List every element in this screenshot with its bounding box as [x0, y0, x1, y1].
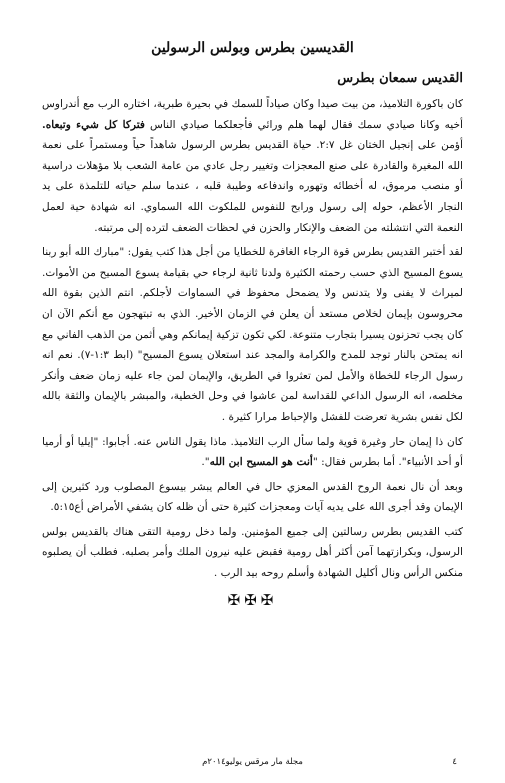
paragraph-3-text-a: كان ذا إيمان حار وغيرة قوية ولما سأل الرب التلاميذ. ماذا يقول الناس عنه. أجابوا: "إيليا أو أرميا أو أحد الأنبياء". أما بطرس فقال: ": [42, 435, 463, 469]
page-number: ٤: [452, 757, 457, 767]
paragraph-3: [42, 432, 463, 473]
paragraph-1-text-a: كان باكورة التلاميذ، من بيت صيدا وكان صياداً للسمك في بحيرة طبرية، اختاره الرب مع أندراوس أخيه وكانا صيادي سمك فقال لهما هلم ورائي فأجعلكما صيادي الناس: [42, 98, 463, 131]
footer-magazine-title: مجلة مار مرقس يوليو٢٠١٤م: [202, 757, 303, 767]
cross-ornament-icon: ✠✠✠: [227, 590, 278, 609]
paragraph-1: [42, 94, 463, 238]
section-heading: القديس سمعان بطرس: [337, 71, 463, 86]
paragraph-1-bold: فتركا كل شيء وتبعاه.: [42, 118, 145, 131]
paragraph-4: وبعد أن نال نعمة الروح القدس المعزي حال في العالم يبشر بيسوع المصلوب ورد كثيرين إلى الإيمان وقد أجرى الله على يديه آيات ومعجزات كثيرة حتى أن ظله كان يشفي الأمراض أع٥:١٥.: [42, 480, 463, 514]
paragraph-5: كتب القديس بطرس رسالتين إلى جميع المؤمنين. ولما دخل رومية التقى هناك بالقديس بولس الرسول، وبكرازتهما آمن أكثر أهل رومية فقبض عليه نيرون الملك وأمر بصلبه. فطلب أن يصلبوه منكس الرأس ونال أكليل الشهادة وأسلم روحه بيد الرب .: [42, 525, 463, 580]
page-footer: [0, 755, 505, 769]
page-title: القديسين بطرس وبولس الرسولين: [151, 40, 354, 56]
paragraph-1-text-c: أؤمن على إنجيل الختان غل ٢:٧. حياة القديس بطرس الرسول شاهداً حياً ومستمراً على نعمة الله المغيرة والقادرة على صنع المعجزات وتغيير رجل عادي من عامة الشعب بلا مؤهلات دراسية أو منصب مرموق، له أخطائه وتهوره واندفاعه وطيبة قلبه ، عندما سلم حياته للتلمذة على يد النجار الأعظم، حوله إلى رسول ورابح للنفوس للملكوت الله السماوي. انه شهادة حية لعمل النعمة التي انتشلته من الضعف والإنكار والحزن في لحظات الضعف لترده إلى مرتبته.: [42, 139, 463, 234]
paragraph-3-bold: أنت هو المسيح ابن الله: [209, 456, 313, 469]
paragraph-3-text-c: ".: [201, 456, 210, 469]
paragraph-2: لقد أختبر القديس بطرس قوة الرجاء الغافرة للخطايا من أجل هذا كتب يقول: "مبارك الله أبو ربنا يسوع المسيح الذي حسب رحمته الكثيرة ولدنا ثانية لرجاء حي بقيامة يسوع المسيح من الأموات. لميراث لا يفنى ولا يتدنس ولا يضمحل محفوظ في السماوات لأجلكم. انتم الذين بقوة الله محروسون بإيمان لخلاص مستعد أن يعلن في الزمان الأخير. الذي به تبتهجون مع أنكم الآن ان كان يجب تحزنون يسيرا بتجارب متنوعة. لكي تكون تزكية إيمانكم وهي أثمن من الذهب الفاني مع انه يمتحن بالنار توجد للمدح والكرامة والمجد عند استعلان يسوع المسيح" (ابط ١:٣-٧). نعم انه رسول الرجاء للخطاة والأمل لمن تعثروا في الطريق، والإيمان لمن جاء عليه زمان ضعف وأنكر مخلصه، انه الرسول الداعي للقداسة لمن عاشوا في وحل الخطية، والمبشر بالإيمان والثقة بالله لكل نفس بشرية تعرضت للفشل والإحباط مرارا كثيرة .: [42, 246, 463, 423]
